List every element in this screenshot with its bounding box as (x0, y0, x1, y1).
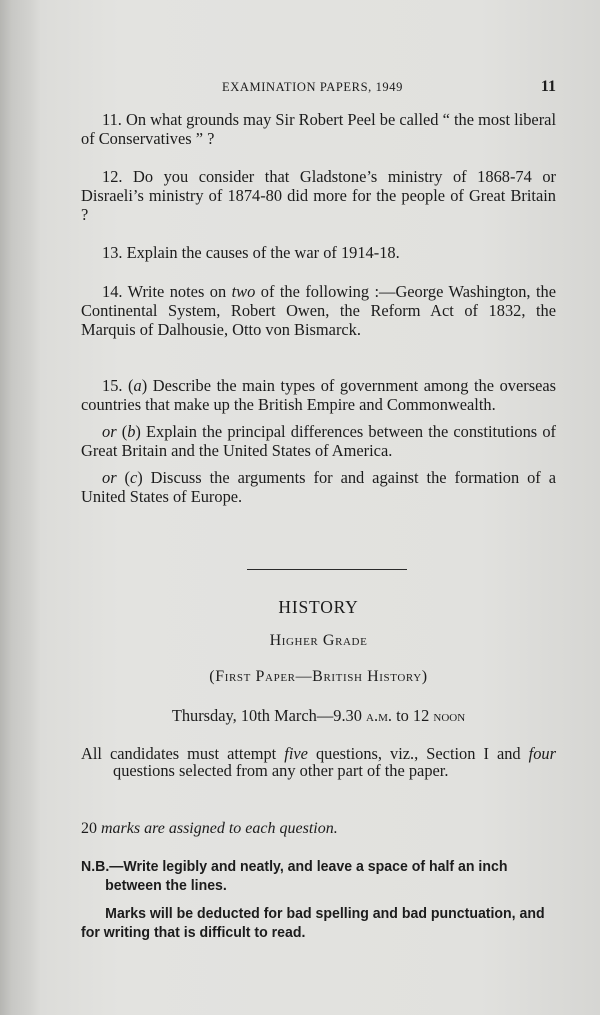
question-13-text: 13. Explain the causes of the war of 1914-18. (102, 243, 400, 262)
question-15c: or (c) Discuss the arguments for and against the formation of a United States of Europe. (81, 468, 556, 506)
q15a-text: ) Describe the main types of government among the overseas countries that make up the British Empire and Commonwealth. (81, 376, 556, 414)
q15a-label: a (133, 376, 142, 395)
instr-five: five (284, 744, 308, 763)
q15b-or: or (102, 422, 117, 441)
exam-date (81, 706, 556, 726)
question-13 (81, 243, 556, 262)
q14-pre: 14. Write notes on (102, 282, 232, 301)
running-title: EXAMINATION PAPERS, 1949 (222, 80, 403, 94)
question-11-text: 11. On what grounds may Sir Robert Peel be called “ the most liberal of Conservatives ” ? (81, 110, 556, 148)
question-12 (81, 167, 556, 224)
question-15a (81, 376, 556, 414)
question-14-text (81, 282, 556, 339)
marks-text: marks are assigned to each question. (101, 820, 338, 837)
q14-emphasis: two (231, 282, 256, 301)
paper-heading: (First Paper—British History) (209, 668, 428, 685)
date-noon: noon (433, 706, 466, 725)
q14-post: of the following :—George Washington, the Continental System, Robert Owen, the Reform Act of 1832, the Marquis of Dalhousie, Otto von Bismarck. (81, 282, 556, 339)
marks-number: 20 (81, 820, 101, 837)
nb-spelling: Marks will be deducted for bad spelling and bad punctuation, and for writing that is difficult to read. (81, 905, 545, 941)
question-15 (81, 376, 556, 506)
date-am: a.m. (366, 706, 392, 725)
question-15b: or (b) Explain the principal differences between the constitutions of Great Britain and the United States of America. (81, 422, 556, 460)
running-head (82, 78, 556, 98)
book-gutter (0, 0, 40, 1015)
q15c-label: c (129, 468, 138, 487)
q15c-text: ) Discuss the arguments for and against the formation of a United States of Europe. (81, 468, 556, 506)
question-12-text: 12. Do you consider that Gladstone’s ministry of 1868-74 or Disraeli’s ministry of 1874-80 did more for the people of Great Britain ? (81, 167, 556, 224)
date-text: Thursday, 10th March—9.30 (171, 706, 367, 725)
instr-mid: questions, viz., Section I and (307, 744, 529, 763)
candidate-instructions (81, 745, 556, 779)
instr-four: four (528, 744, 556, 763)
question-11 (81, 110, 556, 148)
date-mid: to 12 (391, 706, 434, 725)
q15a-pre: 15. ( (102, 376, 134, 395)
section-divider (247, 569, 407, 570)
nb-legibility: N.B.—Write legibly and neatly, and leave a space of half an inch between the lines. (81, 858, 508, 894)
instr-pre: All candidates must attempt (81, 744, 285, 763)
q15b-text: ) Explain the principal differences between the constitutions of Great Britain and the United States of America. (81, 422, 556, 460)
grade-heading: Higher Grade (269, 632, 368, 649)
question-14 (81, 282, 556, 339)
q15b-label: b (127, 422, 136, 441)
q15c-or: or (102, 468, 117, 487)
subject-heading: HISTORY (278, 597, 359, 617)
instr-post: questions selected from any other part of the paper. (113, 761, 449, 780)
marks-note (81, 820, 338, 838)
page-number: 11 (540, 78, 556, 95)
